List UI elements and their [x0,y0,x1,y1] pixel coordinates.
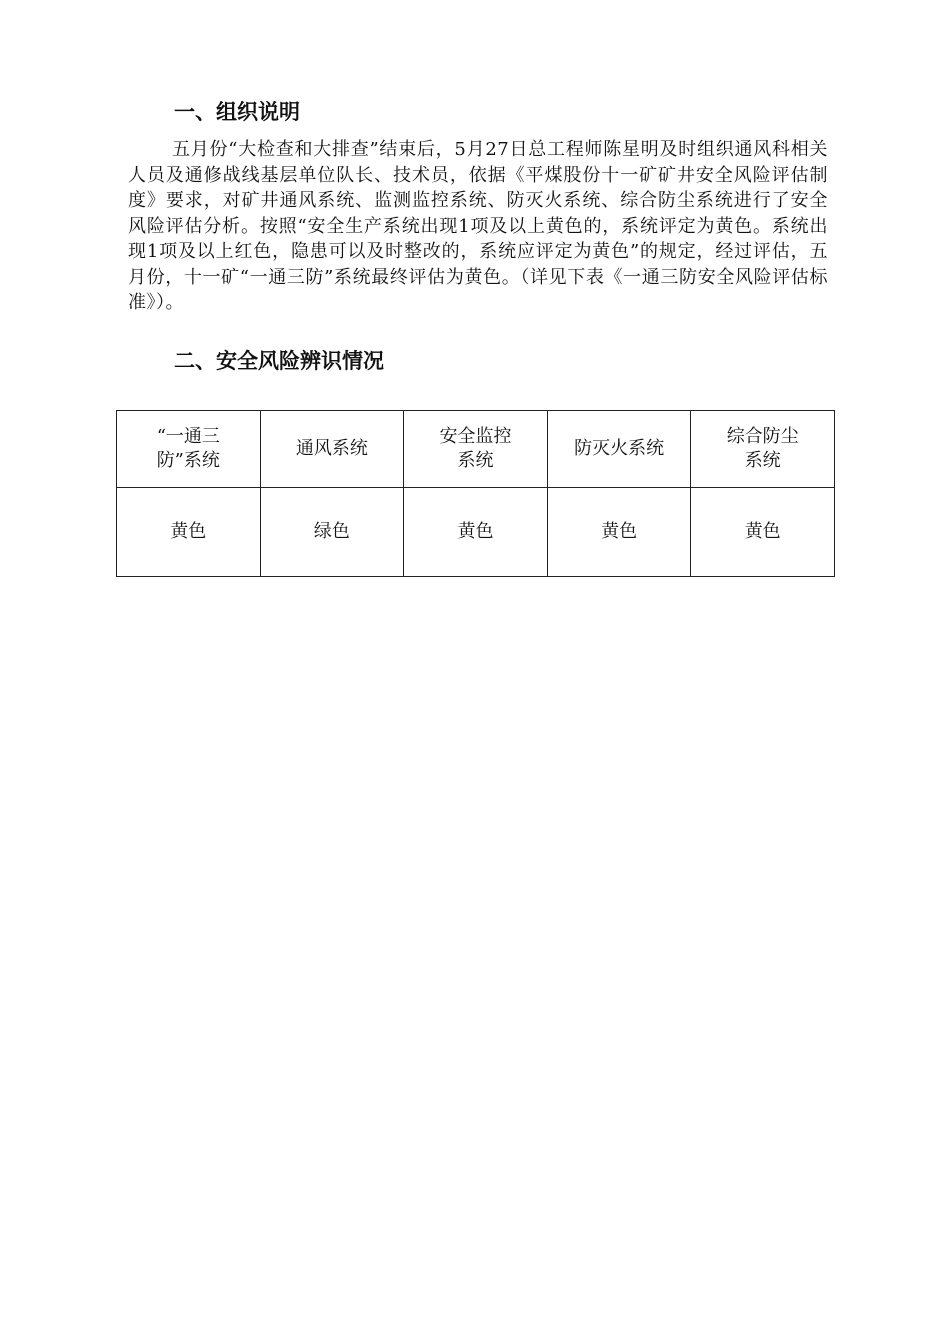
value-dust-prevention: 黄色 [744,521,781,542]
organization-paragraph: 五月份“大检查和大排查”结束后，5月27日总工程师陈星明及时组织通风科相关人员及通修战线基层单位队长、技术员，依据《平煤股份十一矿矿井安全风险评估制度》要求，对矿井通风系统、监测监控系统、防灭火系统、综合防尘系统进行了安全风险评估分析。按照“安全生产系统出现1项及以上黄色的，系统评定为黄色。系统出现1项及以上红色，隐患可以及时整改的，系统应评定为黄色”的规定，经过评估，五月份，十一矿“一通三防”系统最终评估为黄色。（详见下表《一通三防安全风险评估标准》）。 [128,139,828,313]
table-cell [691,488,835,577]
table-row [117,488,835,577]
risk-assessment-table [116,410,835,577]
value-safety-monitoring: 黄色 [457,521,494,542]
header-ventilation: 通风系统 [295,438,368,459]
table-header-cell [260,411,404,488]
table-header-cell [547,411,691,488]
table-header-cell [117,411,261,488]
table-cell [117,488,261,577]
table-cell [404,488,548,577]
table-cell [547,488,691,577]
table-header-cell [691,411,835,488]
value-fire-prevention: 黄色 [601,521,638,542]
section-heading-risk-identification: 二、安全风险辨识情况 [174,349,384,373]
table-header-row [117,411,835,488]
header-dust-prevention: 综合防尘系统 [726,426,799,471]
header-fire-prevention: 防灭火系统 [574,438,665,459]
value-overall: 黄色 [170,521,207,542]
value-ventilation: 绿色 [313,521,350,542]
header-system-label: “一通三防”系统 [156,426,220,471]
header-safety-monitoring: 安全监控系统 [439,426,512,471]
table-cell [260,488,404,577]
section-heading-organization: 一、组织说明 [174,100,300,124]
table-header-cell [404,411,548,488]
